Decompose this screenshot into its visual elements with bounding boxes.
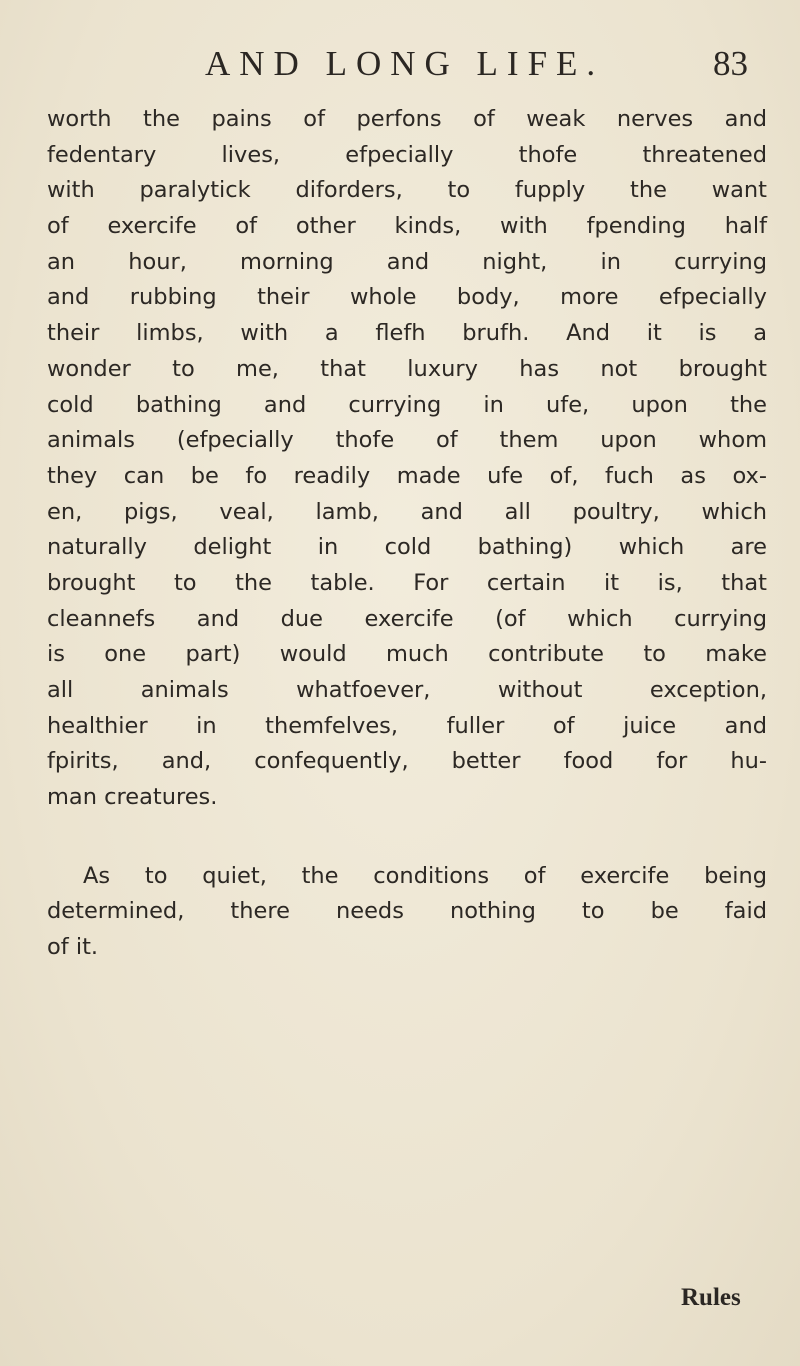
running-head (0, 44, 800, 94)
paragraph-gap (47, 816, 767, 859)
body-text (47, 102, 767, 966)
text-line: naturally delight in cold bathing) which are (47, 534, 767, 561)
page-number: 83 (713, 44, 748, 83)
text-line: cold bathing and currying in ufe, upon the (47, 391, 767, 418)
text-line: fedentary lives, efpecially thofe threatened (47, 141, 767, 168)
text-line: healthier in themfelves, fuller of juice and (47, 712, 767, 739)
text-line: fpirits, and, confequently, better food for hu- (47, 748, 767, 775)
text-line: an hour, morning and night, in currying (47, 248, 767, 275)
text-line: of exercife of other kinds, with fpending half (47, 213, 767, 240)
text-line: wonder to me, that luxury has not brought (47, 355, 767, 382)
text-line: of it. (47, 934, 99, 961)
catchword: Rules (681, 1284, 741, 1311)
text-line: cleannefs and due exercife (of which currying (47, 605, 767, 632)
paragraph-2 (47, 859, 767, 966)
text-line: determined, there needs nothing to be faid (47, 898, 767, 925)
text-line: is one part) would much contribute to make (47, 641, 767, 668)
text-line: with paralytick diforders, to fupply the want (47, 177, 767, 204)
text-line: they can be fo readily made ufe of, fuch as ox- (47, 462, 767, 489)
text-line: all animals whatfoever, without exception, (47, 677, 767, 703)
paragraph-1 (47, 102, 767, 816)
text-line: and rubbing their whole body, more efpecially (47, 284, 767, 311)
text-line: man creatures. (47, 784, 218, 811)
running-title: AND LONG LIFE. (205, 44, 605, 83)
text-line: worth the pains of perfons of weak nerves and (47, 106, 767, 132)
text-line: en, pigs, veal, lamb, and all poultry, which (47, 498, 767, 525)
text-line: brought to the table. For certain it is, that (47, 569, 767, 596)
text-line: their limbs, with a flefh brufh. And it is a (47, 320, 767, 347)
text-line: As to quiet, the conditions of exercife being (83, 862, 767, 889)
text-line: animals (efpecially thofe of them upon whom (47, 427, 767, 454)
